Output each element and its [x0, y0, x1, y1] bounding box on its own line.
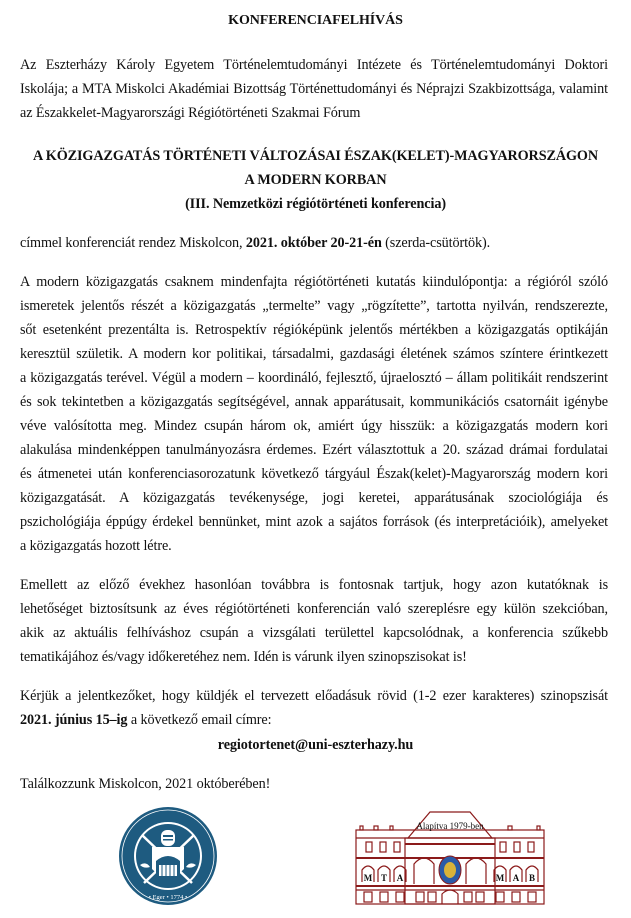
conference-title-line-2: A MODERN KORBAN — [244, 172, 387, 188]
organizers-line-2: Iskolája; a MTA Miskolci Akadémiai Bizottság Történettudományi és Néprajzi Szakbizottsága, valamint — [20, 81, 608, 97]
paragraph-2-line: tematikájához és/vagy időkeretéhez nem. Idén is várunk ilyen szinopszisokat is! — [20, 649, 467, 665]
deadline-line — [20, 710, 608, 731]
submission-request: Kérjük a jelentkezőket, hogy küldjék el tervezett előadásuk rövid (1-2 ezer karakteres) szinopszisát — [20, 688, 608, 704]
document-heading: KONFERENCIAFELHÍVÁS — [228, 13, 403, 28]
closing-line: Találkozzunk Miskolcon, 2021 októberében! — [20, 776, 271, 792]
paragraph-2-line: Emellett az előző évekhez hasonlóan továbbra is fontosnak tartjuk, hogy azon kutatóknak is — [20, 577, 608, 593]
date-suffix: (szerda-csütörtök). — [381, 235, 491, 251]
paragraph-1-line: keresztül születik. A modern kor politikai, társadalmi, gazdasági életének számos színtere érintkezett — [20, 346, 608, 362]
founded-caption: Alapítva 1979-ben — [416, 821, 484, 831]
mta-mab-building-logo — [350, 808, 550, 908]
paragraph-1-line: A modern közigazgatás csaknem mindenfajta régiótörténeti kutatás kiindulópontja: a régióról szóló — [20, 274, 608, 290]
paragraph-1-line: a közigazgatás terével. Végül a modern – koordináló, fejlesztő, újraelosztó – állam politikáit rendszerint — [20, 370, 608, 386]
letter-t-left: T — [380, 873, 388, 883]
organizers-line-3: az Északkelet-Magyarországi Régiótörténeti Szakmai Fórum — [20, 105, 361, 121]
paragraph-2-line: akik az aktuális felhíváshoz csupán a vizsgálati területtel kapcsolódnak, a konferencia szűkebb — [20, 625, 608, 641]
university-seal-logo — [118, 803, 218, 909]
paragraph-1-line: a közigazgatás hozott létre. — [20, 538, 172, 554]
seal-ring-text: • Eger • 1774 • — [148, 894, 188, 901]
paragraph-2-line: lehetőséget biztosítsunk az éves régiótörténeti konferencián való szereplésre egy külön szekcióban, — [20, 601, 608, 617]
helmet-icon — [161, 830, 175, 846]
letter-m-right: M — [495, 873, 505, 883]
paragraph-1-line: sőt esetenként prezentálta is. Retrospektív régióképünk jelentős mértékben a közigazgatás optikáján — [20, 322, 608, 338]
deadline: 2021. június 15–ig — [20, 712, 128, 728]
letter-a-left: A — [396, 873, 404, 883]
letter-a-right: A — [512, 873, 520, 883]
paragraph-1-line: alakulása mindenképpen tanulmányozásra érdemes. Ezért választottuk a 20. század drámai fordulatai — [20, 442, 608, 458]
conference-title-line-1: A KÖZIGAZGATÁS TÖRTÉNETI VÁLTOZÁSAI ÉSZAK(KELET)-MAGYARORSZÁGON — [32, 148, 599, 164]
email-link[interactable]: regiotortenet@uni-eszterhazy.hu — [217, 737, 414, 753]
conference-date: 2021. október 20-21-én — [245, 235, 382, 251]
paragraph-1-line: és sok tekintetben a közigazgatás segítségével, annak apparátusait, kommunikációs csatornáit igénybe — [20, 394, 608, 410]
date-prefix: címmel konferenciát rendez Miskolcon, — [20, 235, 246, 251]
paragraph-1-line: ismeretek jelentős részét a közigazgatás „termelte” vagy „rögzítette”, tartotta nyilván, rendszerezte, — [20, 298, 608, 314]
letter-b-right: B — [528, 873, 536, 883]
paragraph-1-line: és átmenetei után konferenciasorozatunk következő tárgyául Észak(kelet)-Magyarország modern kori — [20, 466, 608, 482]
letter-m-left: M — [363, 873, 373, 883]
conference-subtitle: (III. Nemzetközi régiótörténeti konferencia) — [185, 196, 446, 212]
organizers-line-1: Az Eszterházy Károly Egyetem Történelemtudományi Intézete és Történelemtudományi Doktori — [20, 57, 608, 73]
deadline-suffix: a következő email címre: — [127, 712, 272, 728]
date-line — [20, 233, 608, 254]
paragraph-1-line: pszichológiája éppúgy érdekel bennünket, mint azok a sajátos források (és interpretációik), amelyeket — [20, 514, 608, 530]
paragraph-1-line: véve valósította meg. Mindez csupán három ok, amiért úgy hisszük: a közigazgatás modern kori — [20, 418, 608, 434]
paragraph-1-line: közigazgatását. A közigazgatás tevékenysége, jogi keretei, apparátusának szociológiája és — [20, 490, 608, 506]
